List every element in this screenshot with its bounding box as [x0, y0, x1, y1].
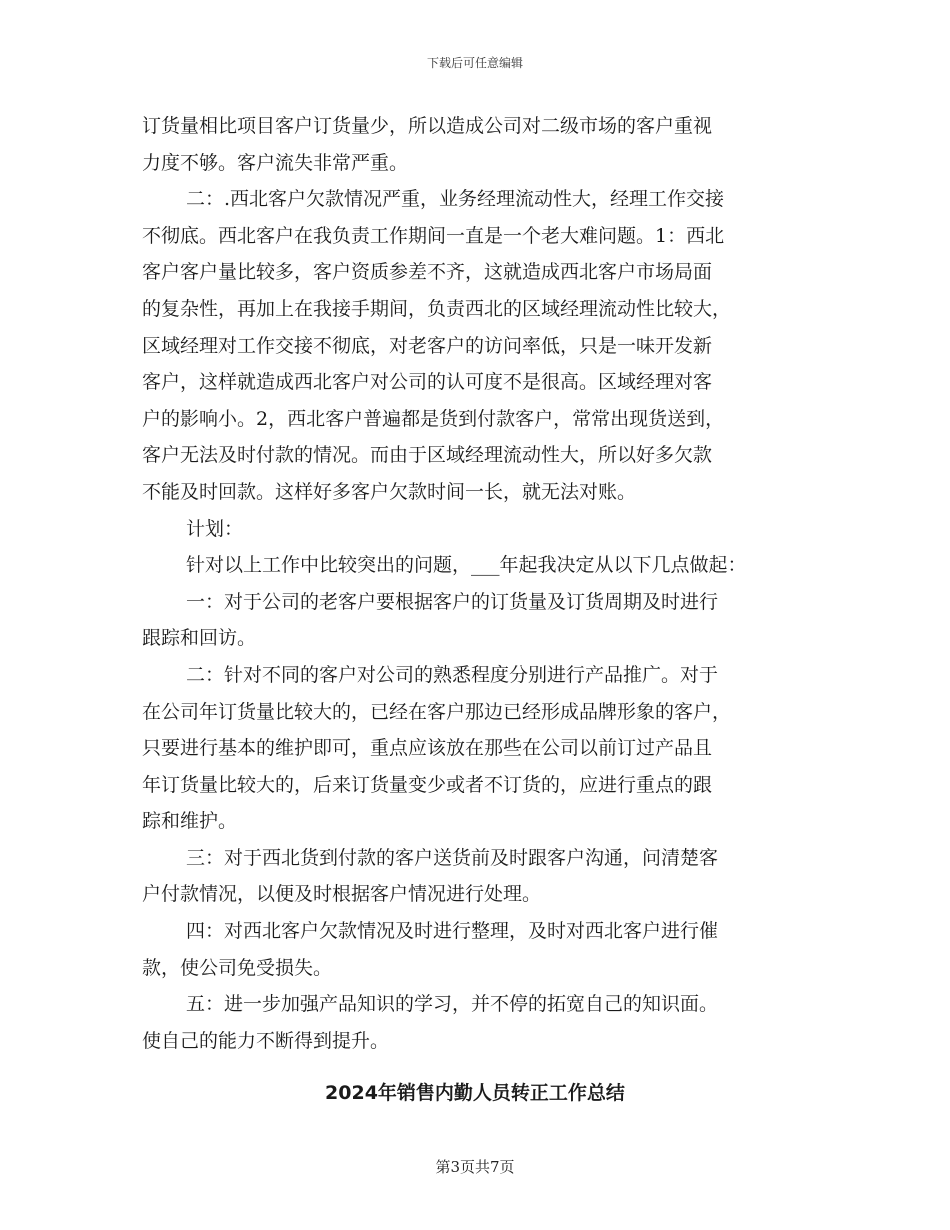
body-line: 户付款情况，以便及时根据客户情况进行处理。 — [142, 883, 542, 906]
body-line: 的复杂性，再加上在我接手期间，负责西北的区域经理流动性比较大， — [142, 297, 732, 320]
body-line: 使自己的能力不断得到提升。 — [142, 1029, 390, 1052]
body-line: 区域经理对工作交接不彻底，对老客户的访问率低，只是一味开发新 — [142, 334, 713, 357]
body-line: 不彻底。西北客户在我负责工作期间一直是一个老大难问题。1：西北 — [142, 224, 725, 247]
body-line: 计划： — [186, 517, 244, 540]
body-line: 二：针对不同的客户对公司的熟悉程度分别进行产品推广。对于 — [186, 663, 719, 686]
body-line: 只要进行基本的维护即可，重点应该放在那些在公司以前订过产品且 — [142, 737, 713, 760]
page-number-footer: 第3页共7页 — [435, 1158, 515, 1176]
body-line: 客户无法及时付款的情况。而由于区域经理流动性大，所以好多欠款 — [142, 444, 713, 467]
header-note: 下载后可任意编辑 — [426, 56, 523, 70]
body-line: 订货量相比项目客户订货量少，所以造成公司对二级市场的客户重视 — [142, 115, 713, 137]
body-line: 户的影响小。2，西北客户普遍都是货到付款客户，常常出现货送到， — [142, 407, 725, 430]
document-title: 2024年销售内勤人员转正工作总结 — [325, 1082, 625, 1104]
body-line: 四：对西北客户欠款情况及时进行整理，及时对西北客户进行催 — [186, 920, 719, 943]
body-line: 针对以上工作中比较突出的问题，___年起我决定从以下几点做起： — [186, 554, 747, 577]
body-line: 客户，这样就造成西北客户对公司的认可度不是很高。区域经理对客 — [142, 371, 713, 394]
body-line: 五：进一步加强产品知识的学习，并不停的拓宽自己的知识面。 — [186, 993, 719, 1016]
document-body — [142, 108, 810, 1059]
body-line: 三：对于西北货到付款的客户送货前及时跟客户沟通，问清楚客 — [186, 846, 719, 869]
body-line: 踪和维护。 — [142, 810, 238, 833]
body-line: 力度不够。客户流失非常严重。 — [142, 151, 409, 174]
body-line: 不能及时回款。这样好多客户欠款时间一长，就无法对账。 — [142, 480, 637, 503]
body-line: 客户客户量比较多，客户资质参差不齐，这就造成西北客户市场局面 — [142, 261, 713, 284]
body-line: 在公司年订货量比较大的，已经在客户那边已经形成品牌形象的客户， — [142, 700, 732, 723]
body-line: 年订货量比较大的，后来订货量变少或者不订货的，应进行重点的跟 — [142, 773, 713, 796]
body-line: 二：.西北客户欠款情况严重，业务经理流动性大，经理工作交接 — [186, 188, 725, 211]
body-line: 款，使公司免受损失。 — [142, 956, 333, 979]
body-line: 一：对于公司的老客户要根据客户的订货量及订货周期及时进行 — [186, 590, 719, 613]
body-line: 跟踪和回访。 — [142, 627, 257, 650]
